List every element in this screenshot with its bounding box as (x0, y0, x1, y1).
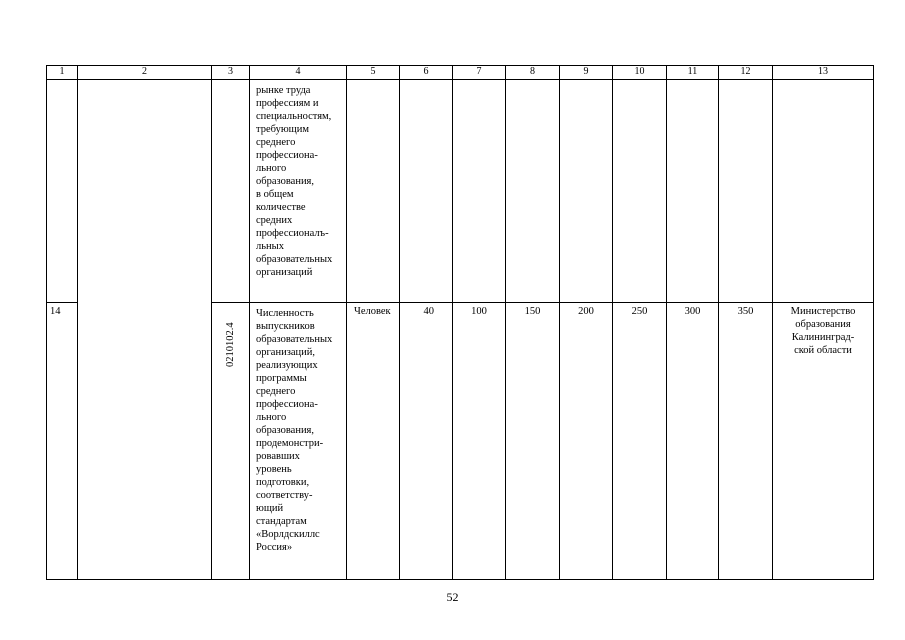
table-row-continued (47, 80, 874, 303)
page-number: 52 (446, 590, 459, 604)
value-col7: 100 (453, 303, 506, 580)
indicator-code: 0210102.4 (224, 322, 236, 367)
col-header-5: 5 (347, 66, 400, 80)
cell-col2-merged (78, 80, 212, 580)
unit-of-measure: Человек (347, 303, 400, 580)
col-header-9: 9 (560, 66, 613, 80)
indicator-text-continued: рынке труда профессиям и специальностям, требующим среднего профессиона- льного образования, в общем количестве средних профессионалъ- льных образовательных организаций (250, 80, 347, 303)
value-col11: 300 (667, 303, 719, 580)
cell (400, 80, 453, 303)
cell (212, 80, 250, 303)
indicator-code-cell (212, 303, 250, 580)
indicator-name: Численность выпускников образовательных организаций, реализующих программы среднего профессиона- льного образования, продемонстри- ровавших уровень подготовки, соответству- ющий стандартам «Ворлдскиллс Россия» (250, 303, 347, 580)
cell (719, 80, 773, 303)
col-header-10: 10 (613, 66, 667, 80)
cell (506, 80, 560, 303)
col-header-2: 2 (78, 66, 212, 80)
cell (347, 80, 400, 303)
cell (560, 80, 613, 303)
value-col12: 350 (719, 303, 773, 580)
responsible-organization: Министерство образования Калининград- ской области (773, 303, 874, 580)
cell (667, 80, 719, 303)
col-header-3: 3 (212, 66, 250, 80)
col-header-1: 1 (47, 66, 78, 80)
col-header-4: 4 (250, 66, 347, 80)
value-col6: 40 (400, 303, 453, 580)
col-header-6: 6 (400, 66, 453, 80)
value-col9: 200 (560, 303, 613, 580)
column-number-row (47, 66, 874, 80)
col-header-12: 12 (719, 66, 773, 80)
col-header-8: 8 (506, 66, 560, 80)
cell (47, 80, 78, 303)
col-header-7: 7 (453, 66, 506, 80)
col-header-13: 13 (773, 66, 874, 80)
row-number: 14 (47, 303, 78, 580)
value-col8: 150 (506, 303, 560, 580)
indicator-table (46, 65, 874, 580)
cell (773, 80, 874, 303)
col-header-11: 11 (667, 66, 719, 80)
value-col10: 250 (613, 303, 667, 580)
cell (613, 80, 667, 303)
cell (453, 80, 506, 303)
